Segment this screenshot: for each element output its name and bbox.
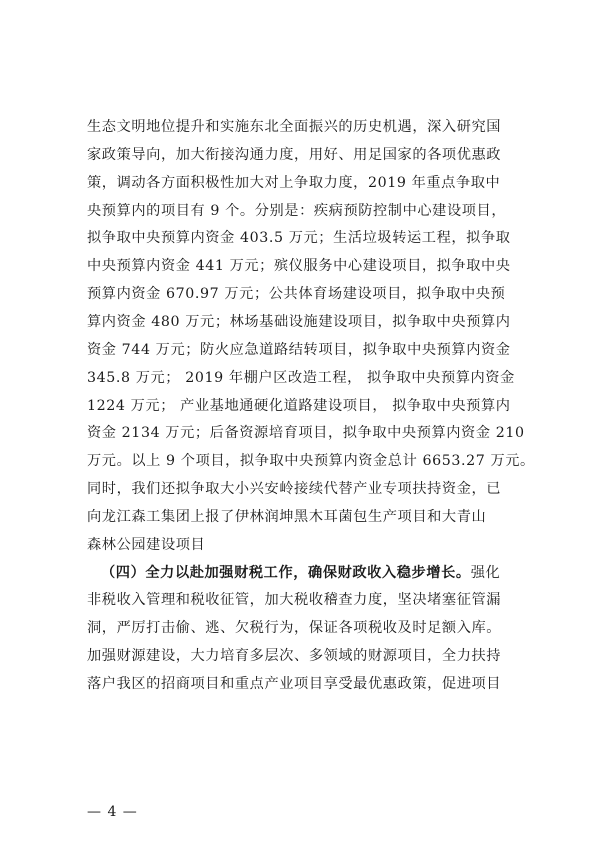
paragraph-line: 家政策导向，加大衔接沟通力度，用好、用足国家的各项优惠政 — [87, 146, 502, 163]
paragraph-line: 策，调动各方面积极性加大对上争取力度，2019 年重点争取中 — [87, 174, 501, 191]
paragraph-line: 预算内资金 670.97 万元；公共体育场建设项目，拟争取中央预 — [87, 286, 506, 303]
paragraph-line: 万元。以上 9 个项目，拟争取中央预算内资金总计 6653.27 万元。 — [87, 453, 535, 470]
paragraph-line: 央预算内的项目有 9 个。分别是：疾病预防控制中心建设项目， — [87, 202, 507, 219]
paragraph-line: 拟争取中央预算内资金 403.5 万元；生活垃圾转运工程，拟争取 — [87, 230, 511, 247]
paragraph-line: 算内资金 480 万元；林场基础设施建设项目，拟争取中央预算内 — [87, 313, 511, 330]
section-heading-line — [101, 563, 500, 583]
section-heading: （四）全力以赴加强财税工作，确保财政收入稳步增长。 — [101, 564, 471, 581]
paragraph-line: 1224 万元； 产业基地通硬化道路建设项目， 拟争取中央预算内 — [87, 397, 511, 414]
paragraph-line: 向龙江森工集团上报了伊林润坤黑木耳菌包生产项目和大青山 — [87, 508, 487, 525]
paragraph-line: 资金 2134 万元；后备资源培育项目，拟争取中央预算内资金 210 — [87, 425, 525, 442]
paragraph-line: 资金 744 万元；防火应急道路结转项目，拟争取中央预算内资金 — [87, 341, 511, 358]
page-number: — 4 — — [87, 804, 138, 820]
paragraph-line: 洞，严厉打击偷、逃、欠税行为，保证各项税收及时足额入库。 — [87, 620, 502, 637]
paragraph-line: 同时，我们还拟争取大小兴安岭接续代替产业专项扶持资金，已 — [87, 481, 502, 498]
paragraph-line: 落户我区的招商项目和重点产业项目享受最优惠政策，促进项目 — [87, 676, 502, 692]
paragraph-line: 345.8 万元； 2019 年棚户区改造工程， 拟争取中央预算内资金 — [87, 369, 515, 386]
paragraph-line: 加强财源建设，大力培育多层次、多领域的财源项目，全力扶持 — [87, 648, 502, 665]
section-heading-continuation: 强化 — [470, 564, 501, 581]
paragraph-line: 森林公园建设项目 — [87, 536, 206, 553]
paragraph-line: 生态文明地位提升和实施东北全面振兴的历史机遇，深入研究国 — [87, 119, 502, 135]
paragraph-line: 中央预算内资金 441 万元；殡仪服务中心建设项目，拟争取中央 — [87, 258, 511, 275]
paragraph-line: 非税收入管理和税收征管，加大税收稽查力度，坚决堵塞征管漏 — [87, 592, 502, 609]
